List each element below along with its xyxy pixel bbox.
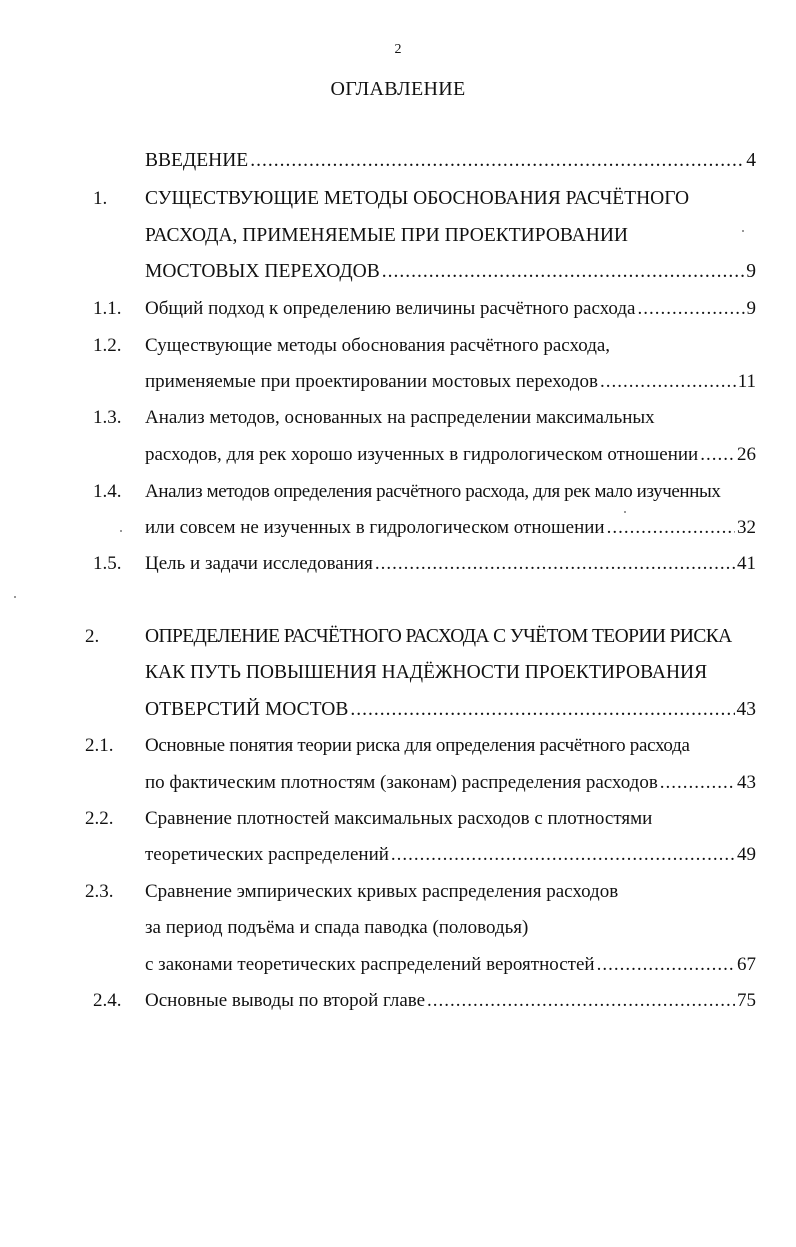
leader-dots — [607, 513, 735, 543]
section-title: Основные понятия теории риска для определения расчётного расхода — [145, 735, 690, 756]
toc-entry-1-4-line-2[interactable] — [145, 513, 756, 543]
section-number: 2.1. — [85, 735, 114, 756]
toc-entry-2-3-line-3[interactable] — [145, 950, 756, 980]
toc-entry-2-3-line-2[interactable] — [145, 913, 756, 943]
toc-entry-introduction[interactable] — [145, 146, 756, 176]
chapter-2-title-line-2[interactable] — [145, 658, 756, 688]
section-title: Анализ методов, основанных на распределении максимальных — [145, 407, 655, 428]
toc-entry-2-1-line-2[interactable] — [145, 768, 756, 798]
leader-dots — [382, 257, 745, 287]
leader-dots — [427, 986, 735, 1016]
leader-dots — [600, 367, 736, 397]
toc-entry-page: 49 — [737, 844, 756, 865]
chapter-1-title-text-1: СУЩЕСТВУЮЩИЕ МЕТОДЫ ОБОСНОВАНИЯ РАСЧЁТНОГО — [145, 188, 690, 209]
chapter-2-title-text-1: ОПРЕДЕЛЕНИЕ РАСЧЁТНОГО РАСХОДА С УЧЁТОМ ТЕОРИИ РИСКА — [145, 626, 732, 647]
toc-entry-page: 67 — [737, 954, 756, 975]
section-number: 2.4. — [93, 990, 122, 1011]
toc-entry-2-2-line-2[interactable] — [145, 840, 756, 870]
leader-dots — [637, 294, 744, 324]
chapter-2-title-text-2: КАК ПУТЬ ПОВЫШЕНИЯ НАДЁЖНОСТИ ПРОЕКТИРОВАНИЯ — [145, 662, 708, 683]
toc-entry-2-3-line-1[interactable] — [145, 877, 756, 907]
section-number: 1.1. — [93, 298, 122, 319]
leader-dots — [391, 840, 735, 870]
toc-entry-2-1-line-1[interactable] — [145, 731, 756, 761]
toc-entry-page: 4 — [746, 150, 756, 171]
chapter-1-title-line-3[interactable] — [145, 257, 756, 287]
section-title: расходов, для рек хорошо изученных в гидрологическом отношении — [145, 444, 699, 465]
toc-entry-page: 9 — [746, 261, 756, 282]
toc-entry-2-4[interactable] — [145, 986, 756, 1016]
toc-heading: ОГЛАВЛЕНИЕ — [330, 78, 466, 100]
toc-entry-page: 32 — [737, 517, 756, 538]
section-number: 2.2. — [85, 808, 114, 829]
section-title: теоретических распределений — [145, 844, 389, 865]
leader-dots — [660, 768, 735, 798]
chapter-1-number: 1. — [93, 188, 108, 209]
section-title: Общий подход к определению величины расчётного расхода — [145, 298, 636, 319]
section-number: 2.3. — [85, 881, 114, 902]
chapter-1-title-text-3: МОСТОВЫХ ПЕРЕХОДОВ — [145, 261, 380, 282]
chapter-2-title-text-3: ОТВЕРСТИЙ МОСТОВ — [145, 699, 349, 720]
leader-dots — [350, 695, 734, 725]
leader-dots — [250, 146, 744, 176]
toc-entry-page: 9 — [746, 298, 756, 319]
leader-dots — [700, 440, 735, 470]
leader-dots — [597, 950, 735, 980]
section-title: Цель и задачи исследования — [145, 553, 373, 574]
chapter-1-title-line-2[interactable] — [145, 221, 756, 251]
toc-entry-1-3-line-1[interactable] — [145, 403, 756, 433]
leader-dots — [375, 549, 735, 579]
toc-entry-1-4-line-1[interactable] — [145, 477, 756, 507]
toc-entry-1-5[interactable] — [145, 549, 756, 579]
section-title: или совсем не изученных в гидрологическом отношении — [145, 517, 605, 538]
section-title: за период подъёма и спада паводка (половодья) — [145, 917, 529, 938]
page-number: 2 — [394, 42, 402, 57]
section-number: 1.5. — [93, 553, 122, 574]
toc-entry-1-1[interactable] — [145, 294, 756, 324]
section-title: Сравнение плотностей максимальных расходов с плотностями — [145, 808, 653, 829]
toc-entry-1-2-line-1[interactable] — [145, 331, 756, 361]
chapter-2-title-line-3[interactable] — [145, 695, 756, 725]
toc-entry-page: 26 — [737, 444, 756, 465]
toc-entry-2-2-line-1[interactable] — [145, 804, 756, 834]
toc-entry-page: 75 — [737, 990, 756, 1011]
scan-speck — [624, 511, 626, 513]
section-title: Анализ методов определения расчётного расхода, для рек мало изученных — [145, 481, 721, 502]
toc-entry-page: 11 — [737, 371, 756, 392]
toc-entry-page: 43 — [737, 772, 756, 793]
section-number: 1.4. — [93, 481, 122, 502]
section-title: с законами теоретических распределений вероятностей — [145, 954, 595, 975]
chapter-2-number: 2. — [85, 626, 100, 647]
section-number: 1.2. — [93, 335, 122, 356]
chapter-1-title-line-1[interactable] — [145, 184, 756, 214]
toc-entry-1-3-line-2[interactable] — [145, 440, 756, 470]
section-number: 1.3. — [93, 407, 122, 428]
toc-entry-title: ВВЕДЕНИЕ — [145, 150, 249, 171]
toc-entry-page: 41 — [737, 553, 756, 574]
section-title: по фактическим плотностям (законам) распределения расходов — [145, 772, 658, 793]
scan-speck — [120, 530, 122, 532]
scan-speck — [742, 230, 744, 232]
toc-entry-1-2-line-2[interactable] — [145, 367, 756, 397]
toc-entry-page: 43 — [736, 699, 756, 720]
section-title: Основные выводы по второй главе — [145, 990, 426, 1011]
scan-speck — [14, 596, 16, 598]
chapter-1-title-text-2: РАСХОДА, ПРИМЕНЯЕМЫЕ ПРИ ПРОЕКТИРОВАНИИ — [145, 225, 629, 246]
section-title: применяемые при проектировании мостовых переходов — [145, 371, 599, 392]
chapter-2-title-line-1[interactable] — [145, 622, 756, 652]
section-title: Существующие методы обоснования расчётного расхода, — [145, 335, 611, 356]
section-title: Сравнение эмпирических кривых распределения расходов — [145, 881, 619, 902]
